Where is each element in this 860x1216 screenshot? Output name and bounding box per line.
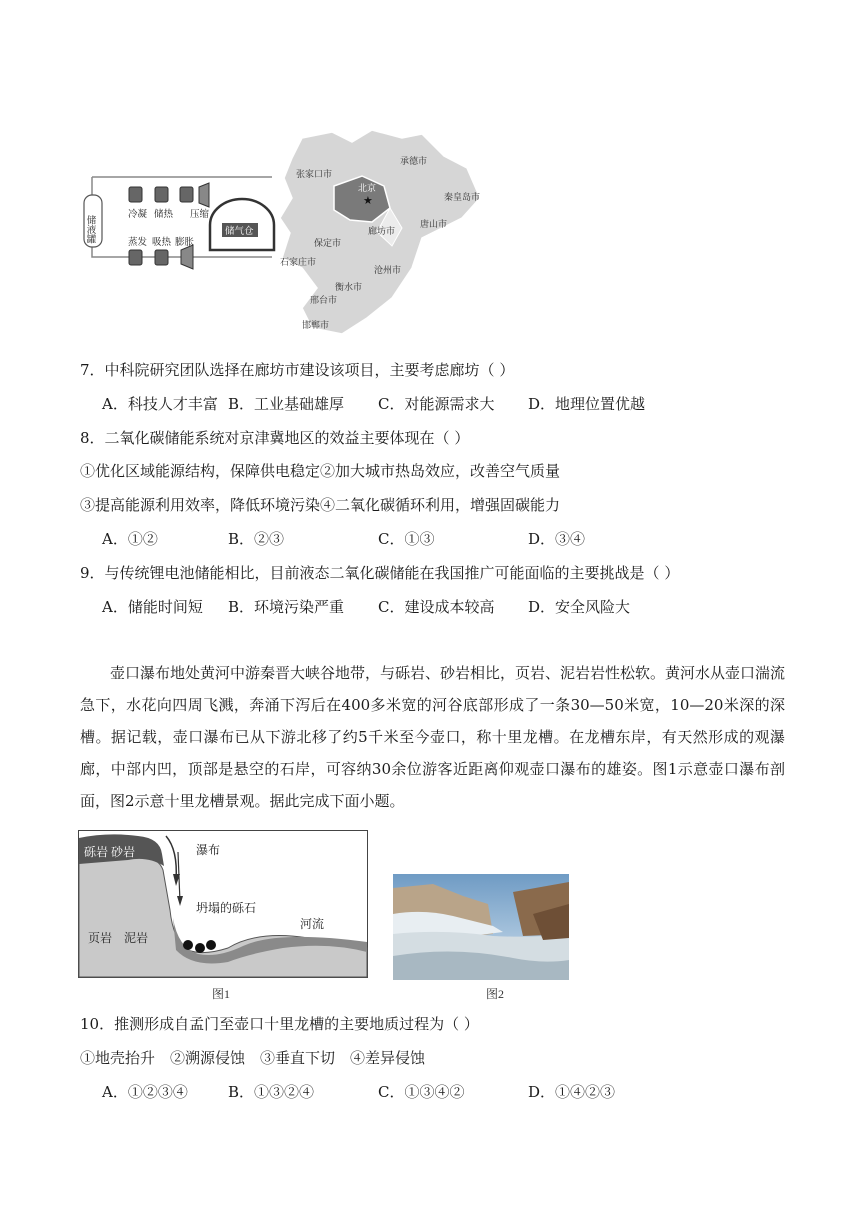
q10-option-a: A．①②③④ xyxy=(102,1083,188,1101)
q10-option-b: B．①③②④ xyxy=(228,1083,315,1101)
q7-option-d: D．地理位置优越 xyxy=(528,395,646,413)
gas-store-label: 储气仓 xyxy=(225,226,254,237)
absorb-heat-label: 吸热 xyxy=(152,237,172,248)
q10-statement: ①地壳抬升 ②溯源侵蚀 ③垂直下切 ④差异侵蚀 xyxy=(80,1049,426,1067)
q7-stem: 7．中科院研究团队选择在廊坊市建设该项目，主要考虑廊坊（ ） xyxy=(80,361,515,379)
label-river: 河流 xyxy=(300,917,325,931)
compress-label: 压缩 xyxy=(190,209,210,220)
city-beijing: 北京 xyxy=(358,183,377,193)
figure2-photo xyxy=(393,874,569,980)
city-qinhuangdao: 秦皇岛市 xyxy=(444,192,481,202)
city-zhangjiakou: 张家口市 xyxy=(296,169,333,179)
city-tangshan: 唐山市 xyxy=(420,219,448,229)
q9-option-c: C．建设成本较高 xyxy=(378,598,495,616)
q10-option-c: C．①③④② xyxy=(378,1083,465,1101)
tank-label: 储液罐 xyxy=(84,215,96,244)
q8-option-d: D．③④ xyxy=(528,530,586,548)
q9-option-b: B．环境污染严重 xyxy=(228,598,345,616)
city-handan: 邯郸市 xyxy=(302,320,330,330)
figure1-cross-section xyxy=(78,830,368,980)
city-hengshui: 衡水市 xyxy=(335,282,363,292)
compressor-shape xyxy=(199,183,209,207)
q7-option-c: C．对能源需求大 xyxy=(378,395,495,413)
city-baoding: 保定市 xyxy=(314,238,342,248)
q8-option-b: B．②③ xyxy=(228,530,285,548)
co2-storage-diagram xyxy=(82,165,282,270)
city-langfang: 廊坊市 xyxy=(368,226,396,236)
label-rubble: 坍塌的砾石 xyxy=(196,901,257,915)
expand-label: 膨胀 xyxy=(175,237,195,248)
expander-shape xyxy=(181,245,193,269)
figure2-caption: 图2 xyxy=(486,987,505,1001)
city-cangzhou: 沧州市 xyxy=(374,265,402,275)
figure1-caption: 图1 xyxy=(212,987,231,1001)
q7-option-a: A．科技人才丰富 xyxy=(102,395,218,413)
jingjinji-map xyxy=(272,128,487,338)
q10-option-d: D．①④②③ xyxy=(528,1083,616,1101)
passage-text: 壶口瀑布地处黄河中游秦晋大峡谷地带，与砾岩、砂岩相比，页岩、泥岩岩性松软。黄河水从壶口湍流急下，水花向四周飞溅，奔涌下泻后在400多米宽的河谷底部形成了一条30—50米宽，10—20米深的深槽。据记载，壶口瀑布已从下游北移了约5千米至今壶口，称十里龙槽。在龙槽东岸，有天然形成的观瀑廊，中部内凹，顶部是悬空的石岸，可容纳30余位游客近距离仰观壶口瀑布的雄姿。图1示意壶口瀑布剖面，图2示意十里龙槽景观。据此完成下面小题。 xyxy=(80,664,786,810)
q8-option-a: A．①② xyxy=(102,530,158,548)
q8-option-c: C．①③ xyxy=(378,530,435,548)
q9-option-a: A．储能时间短 xyxy=(102,598,203,616)
condense-label: 冷凝 xyxy=(128,209,148,220)
label-waterfall: 瀑布 xyxy=(196,843,221,857)
q9-option-d: D．安全风险大 xyxy=(528,598,631,616)
city-chengde: 承德市 xyxy=(400,156,428,166)
capital-star-icon: ★ xyxy=(363,194,373,207)
q8-statement-1: ①优化区域能源结构，保障供电稳定②加大城市热岛效应，改善空气质量 xyxy=(80,462,561,480)
q10-stem: 10．推测形成自孟门至壶口十里龙槽的主要地质过程为（ ） xyxy=(80,1015,479,1033)
label-rock-bottom: 页岩 泥岩 xyxy=(88,931,149,945)
city-xingtai: 邢台市 xyxy=(310,295,338,305)
q7-option-b: B．工业基础雄厚 xyxy=(228,395,345,413)
q8-stem: 8．二氧化碳储能系统对京津冀地区的效益主要体现在（ ） xyxy=(80,429,470,447)
store-heat-label: 储热 xyxy=(154,209,174,220)
label-rock-top: 砾岩 砂岩 xyxy=(84,845,136,859)
q9-stem: 9．与传统锂电池储能相比，目前液态二氧化碳储能在我国推广可能面临的主要挑战是（ ） xyxy=(80,564,680,582)
q8-statement-2: ③提高能源利用效率，降低环境污染④二氧化碳循环利用，增强固碳能力 xyxy=(80,496,561,514)
evaporate-label: 蒸发 xyxy=(128,237,148,248)
city-shijiazhuang: 石家庄市 xyxy=(280,257,317,267)
